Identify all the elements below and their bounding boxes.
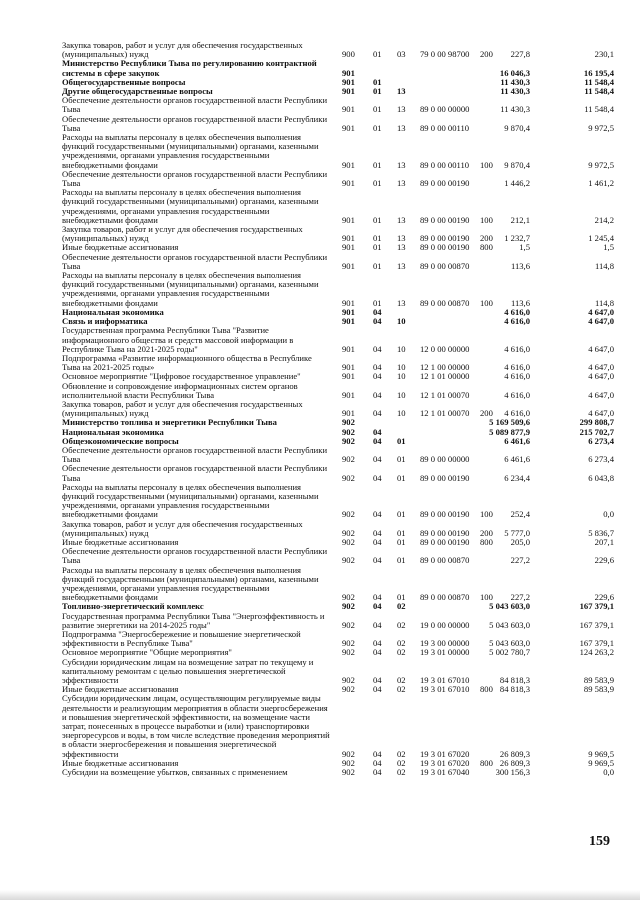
grbs-cell: 902 (342, 417, 355, 428)
amount-year2-cell: 89 583,9 (583, 675, 614, 686)
subsection-cell: 10 (397, 408, 406, 419)
scan-edge-shadow (0, 890, 640, 900)
amount-year2-cell: 114,8 (594, 297, 614, 308)
row-name: Расходы на выплаты персоналу в целях обеспечения выполнения функций государственными (муниципальными) органами, казенными учреждениями, органами управления государственными внебюджетными фондами (62, 564, 319, 603)
grbs-cell: 902 (342, 435, 355, 446)
grbs-cell: 900 (342, 49, 355, 60)
row-name: Иные бюджетные ассигнования (62, 536, 179, 547)
amount-year1-cell: 5 043 603,0 (489, 619, 530, 630)
table-row (0, 382, 640, 400)
row-name: Основное мероприятие "Общие мероприятия" (62, 647, 232, 658)
amount-year2-cell: 167 379,1 (579, 601, 614, 612)
expense-type-cell: 100 (480, 509, 493, 520)
target-article-cell: 89 0 00 00190 (420, 509, 470, 520)
row-name: Связь и информатика (62, 316, 148, 327)
row-name: Расходы на выплаты персоналу в целях обеспечения выполнения функций государственными (муниципальными) органами, казенными учреждениями, органами управления государственными внебюджетными фондами (62, 187, 319, 225)
section-cell: 04 (373, 343, 382, 354)
amount-year2-cell: 1 245,4 (588, 233, 614, 244)
grbs-cell: 902 (342, 555, 355, 566)
section-cell: 04 (373, 555, 382, 566)
subsection-cell: 10 (397, 371, 406, 382)
grbs-cell: 902 (342, 527, 355, 538)
section-cell: 01 (373, 76, 382, 87)
row-name: Государственная программа Республики Тыва "Энергоэффективность и развитие энергетики на 2014-2025 годы" (62, 610, 325, 630)
amount-year2-cell: 229,6 (594, 592, 614, 603)
grbs-cell: 901 (342, 297, 355, 308)
target-article-cell: 89 0 00 00190 (420, 214, 470, 225)
budget-table (0, 41, 640, 777)
amount-year1-cell: 300 156,3 (495, 767, 530, 778)
subsection-cell: 02 (397, 675, 406, 686)
amount-year1-cell: 26 809,3 (499, 757, 530, 768)
section-cell: 04 (373, 306, 382, 317)
target-article-cell: 89 0 00 00190 (420, 536, 470, 547)
grbs-cell: 902 (342, 684, 355, 695)
row-name: Министерство топлива и энергетики Республики Тыва (62, 417, 277, 428)
amount-year2-cell: 229,6 (594, 555, 614, 566)
grbs-cell: 902 (342, 675, 355, 686)
section-cell: 04 (373, 527, 382, 538)
section-cell: 01 (373, 260, 382, 271)
section-cell: 04 (373, 408, 382, 419)
amount-year2-cell: 4 647,0 (588, 306, 614, 317)
table-row (0, 612, 640, 630)
section-cell: 01 (373, 49, 382, 60)
row-name: Расходы на выплаты персоналу в целях обеспечения выполнения функций государственными (муниципальными) органами, казенными учреждениями, органами управления государственными внебюджетными фондами (62, 132, 319, 170)
row-name: Обеспечение деятельности органов государственной власти Республики Тыва (62, 444, 328, 465)
target-article-cell: 89 0 00 00190 (420, 242, 470, 253)
grbs-cell: 901 (342, 76, 355, 87)
target-article-cell: 19 3 01 00000 (420, 647, 470, 658)
subsection-cell: 01 (397, 536, 406, 547)
amount-year2-cell: 4 647,0 (588, 389, 614, 400)
grbs-cell: 901 (342, 67, 355, 78)
section-cell: 04 (373, 619, 382, 630)
grbs-cell: 902 (342, 619, 355, 630)
grbs-cell: 901 (342, 242, 355, 253)
amount-year2-cell: 4 647,0 (588, 408, 614, 419)
amount-year2-cell: 11 548,4 (584, 76, 614, 87)
amount-year1-cell: 9 870,4 (504, 159, 530, 170)
target-article-cell: 12 1 01 00070 (420, 408, 470, 419)
amount-year1-cell: 11 430,3 (500, 104, 530, 115)
grbs-cell: 902 (342, 426, 355, 437)
amount-year1-cell: 1,5 (519, 242, 530, 253)
amount-year1-cell: 113,6 (510, 260, 530, 271)
subsection-cell: 02 (397, 767, 406, 778)
grbs-cell: 902 (342, 647, 355, 658)
amount-year2-cell: 9 969,5 (588, 757, 614, 768)
amount-year1-cell: 4 616,0 (504, 362, 530, 373)
target-article-cell: 89 0 00 00110 (420, 159, 470, 170)
grbs-cell: 901 (342, 260, 355, 271)
expense-type-cell: 100 (480, 297, 493, 308)
row-name: Иные бюджетные ассигнования (62, 242, 179, 253)
section-cell: 04 (373, 435, 382, 446)
grbs-cell: 901 (342, 389, 355, 400)
target-article-cell: 89 0 00 00110 (420, 122, 470, 133)
section-cell: 04 (373, 684, 382, 695)
target-article-cell: 89 0 00 00190 (420, 472, 470, 483)
subsection-cell: 13 (397, 214, 406, 225)
amount-year2-cell: 114,8 (594, 260, 614, 271)
subsection-cell: 13 (397, 159, 406, 170)
amount-year1-cell: 5 043 603,0 (489, 638, 530, 649)
table-row (0, 354, 640, 372)
amount-year2-cell: 6 273,4 (588, 454, 614, 465)
target-article-cell: 12 1 00 00000 (420, 362, 470, 373)
subsection-cell: 01 (397, 435, 406, 446)
row-name: Закупка товаров, работ и услуг для обеспечения государственных (муниципальных) нужд (62, 224, 303, 244)
table-row (0, 188, 640, 225)
row-name: Субсидии юридическим лицам на возмещение затрат по текущему и капитальному ремонтам с целью повышения энергетической эффективности (62, 656, 314, 686)
section-cell: 04 (373, 592, 382, 603)
amount-year1-cell: 113,6 (510, 297, 530, 308)
target-article-cell: 12 0 00 00000 (420, 343, 470, 354)
amount-year2-cell: 1,5 (603, 242, 614, 253)
table-row (0, 41, 640, 59)
subsection-cell: 13 (397, 178, 406, 189)
grbs-cell: 902 (342, 767, 355, 778)
subsection-cell: 13 (397, 242, 406, 253)
expense-type-cell: 100 (480, 214, 493, 225)
row-name: Общегосударственные вопросы (62, 76, 186, 87)
amount-year2-cell: 4 647,0 (588, 362, 614, 373)
table-row (0, 520, 640, 538)
grbs-cell: 902 (342, 601, 355, 612)
subsection-cell: 13 (397, 122, 406, 133)
grbs-cell: 902 (342, 509, 355, 520)
amount-year2-cell: 215 702,7 (579, 426, 614, 437)
subsection-cell: 13 (397, 104, 406, 115)
target-article-cell: 79 0 00 98700 (420, 49, 470, 60)
table-row (0, 547, 640, 565)
row-name: Обеспечение деятельности органов государственной власти Республики Тыва (62, 168, 328, 189)
row-name: Национальная экономика (62, 306, 164, 317)
section-cell: 01 (373, 122, 382, 133)
row-name: Общеэкономические вопросы (62, 435, 179, 446)
amount-year1-cell: 227,2 (510, 592, 530, 603)
subsection-cell: 02 (397, 619, 406, 630)
row-name: Министерство Республики Тыва по регулированию контрактной системы в сфере закупок (62, 58, 317, 78)
amount-year2-cell: 167 379,1 (579, 638, 614, 649)
amount-year1-cell: 4 616,0 (504, 306, 530, 317)
amount-year2-cell: 4 647,0 (588, 371, 614, 382)
grbs-cell: 901 (342, 408, 355, 419)
table-row (0, 464, 640, 482)
expense-type-cell: 100 (480, 159, 493, 170)
amount-year1-cell: 5 043 603,0 (489, 601, 530, 612)
subsection-cell: 01 (397, 472, 406, 483)
expense-type-cell: 200 (480, 49, 493, 60)
table-row (0, 225, 640, 243)
amount-year1-cell: 9 870,4 (504, 122, 530, 133)
amount-year2-cell: 207,1 (594, 536, 614, 547)
section-cell: 01 (373, 178, 382, 189)
row-name: Обеспечение деятельности органов государственной власти Республики Тыва (62, 95, 328, 115)
grbs-cell: 901 (342, 104, 355, 115)
amount-year2-cell: 5 836,7 (588, 527, 614, 538)
table-row (0, 59, 640, 77)
grbs-cell: 902 (342, 748, 355, 759)
amount-year1-cell: 252,4 (510, 509, 530, 520)
grbs-cell: 901 (342, 86, 355, 97)
table-row (0, 253, 640, 271)
amount-year1-cell: 11 430,3 (500, 86, 530, 97)
table-row (0, 326, 640, 354)
grbs-cell: 901 (342, 214, 355, 225)
section-cell: 04 (373, 647, 382, 658)
grbs-cell: 902 (342, 454, 355, 465)
table-row (0, 170, 640, 188)
section-cell: 04 (373, 362, 382, 373)
amount-year1-cell: 227,2 (510, 555, 530, 566)
row-name: Топливно-энергетический комплекс (62, 601, 204, 612)
target-article-cell: 89 0 00 00000 (420, 454, 470, 465)
target-article-cell: 19 3 01 67020 (420, 757, 470, 768)
target-article-cell: 19 3 01 67020 (420, 748, 470, 759)
subsection-cell: 13 (397, 233, 406, 244)
amount-year2-cell: 0,0 (603, 509, 614, 520)
row-name: Закупка товаров, работ и услуг для обеспечения государственных (муниципальных) нужд (62, 518, 303, 538)
row-name: Национальная экономика (62, 426, 164, 437)
target-article-cell: 19 0 00 00000 (420, 619, 470, 630)
table-row (0, 658, 640, 686)
target-article-cell: 19 3 00 00000 (420, 638, 470, 649)
target-article-cell: 89 0 00 00000 (420, 104, 470, 115)
subsection-cell: 01 (397, 555, 406, 566)
amount-year2-cell: 9 969,5 (588, 748, 614, 759)
amount-year2-cell: 299 808,7 (579, 417, 614, 428)
row-name: Субсидии юридическим лицам, осуществляющим регулируемые виды деятельности и реализующим мероприятия в области энергосбережения и повышения энергетической эффективности, на возмещение части затрат, понесенных в процессе выработки и (или) транспортировки энергоресурсов и воды, в том числе вследствие проведения мероприятий в области энергосбережения и повышения энергетической эффективности (62, 693, 330, 759)
amount-year2-cell: 9 972,5 (588, 159, 614, 170)
subsection-cell: 02 (397, 638, 406, 649)
amount-year1-cell: 84 818,3 (499, 675, 530, 686)
amount-year1-cell: 1 446,2 (504, 178, 530, 189)
section-cell: 01 (373, 159, 382, 170)
expense-type-cell: 200 (480, 233, 493, 244)
amount-year1-cell: 227,8 (510, 49, 530, 60)
amount-year2-cell: 167 379,1 (579, 619, 614, 630)
table-row (0, 446, 640, 464)
amount-year1-cell: 6 461,6 (504, 454, 530, 465)
amount-year1-cell: 4 616,0 (504, 343, 530, 354)
table-row (0, 630, 640, 648)
target-article-cell: 89 0 00 00870 (420, 260, 470, 271)
grbs-cell: 902 (342, 638, 355, 649)
amount-year2-cell: 124 263,2 (579, 647, 614, 658)
section-cell: 01 (373, 214, 382, 225)
subsection-cell: 01 (397, 509, 406, 520)
grbs-cell: 901 (342, 233, 355, 244)
target-article-cell: 19 3 01 67040 (420, 767, 470, 778)
amount-year2-cell: 11 548,4 (584, 86, 614, 97)
row-name: Расходы на выплаты персоналу в целях обеспечения выполнения функций государственными (муниципальными) органами, казенными учреждениями, органами управления государственными внебюджетными фондами (62, 270, 319, 308)
amount-year1-cell: 6 461,6 (504, 435, 530, 446)
section-cell: 04 (373, 638, 382, 649)
subsection-cell: 01 (397, 592, 406, 603)
subsection-cell: 01 (397, 454, 406, 465)
target-article-cell: 89 0 00 00190 (420, 527, 470, 538)
amount-year1-cell: 4 616,0 (504, 316, 530, 327)
amount-year1-cell: 84 818,3 (499, 684, 530, 695)
page-number: 159 (589, 834, 610, 849)
row-name: Иные бюджетные ассигнования (62, 757, 179, 768)
section-cell: 01 (373, 242, 382, 253)
expense-type-cell: 800 (480, 684, 493, 695)
section-cell: 01 (373, 297, 382, 308)
amount-year1-cell: 5 777,0 (504, 527, 530, 538)
subsection-cell: 13 (397, 86, 406, 97)
grbs-cell: 901 (342, 178, 355, 189)
amount-year2-cell: 4 647,0 (588, 343, 614, 354)
table-row (0, 271, 640, 308)
grbs-cell: 901 (342, 306, 355, 317)
amount-year2-cell: 230,1 (594, 49, 614, 60)
grbs-cell: 902 (342, 757, 355, 768)
amount-year1-cell: 5 002 780,7 (489, 647, 530, 658)
amount-year1-cell: 205,0 (510, 536, 530, 547)
amount-year2-cell: 0,0 (603, 767, 614, 778)
expense-type-cell: 100 (480, 592, 493, 603)
section-cell: 04 (373, 472, 382, 483)
grbs-cell: 902 (342, 536, 355, 547)
amount-year1-cell: 4 616,0 (504, 389, 530, 400)
expense-type-cell: 200 (480, 408, 493, 419)
grbs-cell: 901 (342, 122, 355, 133)
table-row (0, 400, 640, 418)
amount-year1-cell: 212,1 (510, 214, 530, 225)
section-cell: 04 (373, 316, 382, 327)
row-name: Иные бюджетные ассигнования (62, 684, 179, 695)
grbs-cell: 901 (342, 159, 355, 170)
section-cell: 04 (373, 509, 382, 520)
target-article-cell: 19 3 01 67010 (420, 684, 470, 695)
subsection-cell: 02 (397, 757, 406, 768)
section-cell: 01 (373, 86, 382, 97)
amount-year1-cell: 4 616,0 (504, 371, 530, 382)
amount-year2-cell: 6 273,4 (588, 435, 614, 446)
row-name: Основное мероприятие "Цифровое государственное управление" (62, 371, 301, 382)
row-name: Закупка товаров, работ и услуг для обеспечения государственных (муниципальных) нужд (62, 40, 303, 60)
section-cell: 01 (373, 104, 382, 115)
section-cell: 04 (373, 371, 382, 382)
target-article-cell: 89 0 00 00870 (420, 297, 470, 308)
target-article-cell: 89 0 00 00870 (420, 592, 470, 603)
table-row (0, 483, 640, 520)
table-row (0, 96, 640, 114)
table-row (0, 566, 640, 603)
amount-year2-cell: 89 583,9 (583, 684, 614, 695)
table-row (0, 694, 640, 758)
section-cell: 04 (373, 454, 382, 465)
grbs-cell: 901 (342, 316, 355, 327)
subsection-cell: 02 (397, 647, 406, 658)
section-cell: 04 (373, 601, 382, 612)
row-name: Обновление и сопровождение информационных систем органов исполнительной власти Республики Тыва (62, 380, 298, 400)
subsection-cell: 03 (397, 49, 406, 60)
section-cell: 04 (373, 757, 382, 768)
target-article-cell: 89 0 00 00870 (420, 555, 470, 566)
amount-year1-cell: 5 089 877,9 (489, 426, 530, 437)
subsection-cell: 02 (397, 748, 406, 759)
row-name: Другие общегосударственные вопросы (62, 86, 213, 97)
row-name: Обеспечение деятельности органов государственной власти Республики Тыва (62, 113, 328, 133)
amount-year2-cell: 214,2 (594, 214, 614, 225)
subsection-cell: 13 (397, 260, 406, 271)
section-cell: 04 (373, 767, 382, 778)
table-row (0, 115, 640, 133)
amount-year2-cell: 6 043,8 (588, 472, 614, 483)
row-name: Государственная программа Республики Тыва "Развитие информационного общества и средств массовой информации в Республике Тыва на 2021-2025 годы" (62, 325, 294, 354)
subsection-cell: 10 (397, 389, 406, 400)
table-row (0, 768, 640, 777)
row-name: Подпрограмма "Энергосбережение и повышение энергетической эффективности в Республике Тыва" (62, 629, 301, 649)
subsection-cell: 01 (397, 527, 406, 538)
amount-year2-cell: 4 647,0 (588, 316, 614, 327)
amount-year1-cell: 5 169 509,6 (489, 417, 530, 428)
row-name: Обеспечение деятельности органов государственной власти Республики Тыва (62, 463, 328, 483)
section-cell: 04 (373, 426, 382, 437)
expense-type-cell: 200 (480, 527, 493, 538)
target-article-cell: 12 1 01 00000 (420, 371, 470, 382)
amount-year2-cell: 9 972,5 (588, 122, 614, 133)
row-name: Подпрограмма «Развитие информационного общества в Республике Тыва на 2021-2025 годы» (62, 352, 312, 373)
target-article-cell: 89 0 00 00190 (420, 178, 470, 189)
section-cell: 01 (373, 233, 382, 244)
amount-year2-cell: 11 548,4 (584, 104, 614, 115)
subsection-cell: 10 (397, 362, 406, 373)
subsection-cell: 02 (397, 684, 406, 695)
amount-year1-cell: 11 430,3 (500, 76, 530, 87)
section-cell: 04 (373, 536, 382, 547)
amount-year1-cell: 26 809,3 (499, 748, 530, 759)
section-cell: 04 (373, 675, 382, 686)
expense-type-cell: 800 (480, 242, 493, 253)
section-cell: 04 (373, 748, 382, 759)
row-name: Субсидии на возмещение убытков, связанных с применением (62, 767, 288, 778)
target-article-cell: 12 1 01 00070 (420, 389, 470, 400)
amount-year2-cell: 1 461,2 (588, 178, 614, 189)
row-name: Обеспечение деятельности органов государственной власти Республики Тыва (62, 251, 328, 271)
expense-type-cell: 800 (480, 536, 493, 547)
amount-year2-cell: 16 195,4 (583, 67, 614, 78)
amount-year1-cell: 1 232,7 (504, 233, 530, 244)
grbs-cell: 901 (342, 362, 355, 373)
grbs-cell: 902 (342, 472, 355, 483)
grbs-cell: 902 (342, 592, 355, 603)
section-cell: 04 (373, 389, 382, 400)
row-name: Расходы на выплаты персоналу в целях обеспечения выполнения функций государственными (муниципальными) органами, казенными учреждениями, органами управления государственными внебюджетными фондами (62, 481, 319, 520)
subsection-cell: 10 (397, 343, 406, 354)
amount-year1-cell: 4 616,0 (504, 408, 530, 419)
amount-year1-cell: 6 234,4 (504, 472, 530, 483)
table-row (0, 133, 640, 170)
grbs-cell: 901 (342, 371, 355, 382)
amount-year1-cell: 16 046,3 (499, 67, 530, 78)
row-name: Закупка товаров, работ и услуг для обеспечения государственных (муниципальных) нужд (62, 398, 303, 419)
target-article-cell: 19 3 01 67010 (420, 675, 470, 686)
row-name: Обеспечение деятельности органов государственной власти Республики Тыва (62, 546, 328, 566)
subsection-cell: 02 (397, 601, 406, 612)
subsection-cell: 13 (397, 297, 406, 308)
grbs-cell: 901 (342, 343, 355, 354)
target-article-cell: 89 0 00 00190 (420, 233, 470, 244)
subsection-cell: 10 (397, 316, 406, 327)
expense-type-cell: 800 (480, 757, 493, 768)
